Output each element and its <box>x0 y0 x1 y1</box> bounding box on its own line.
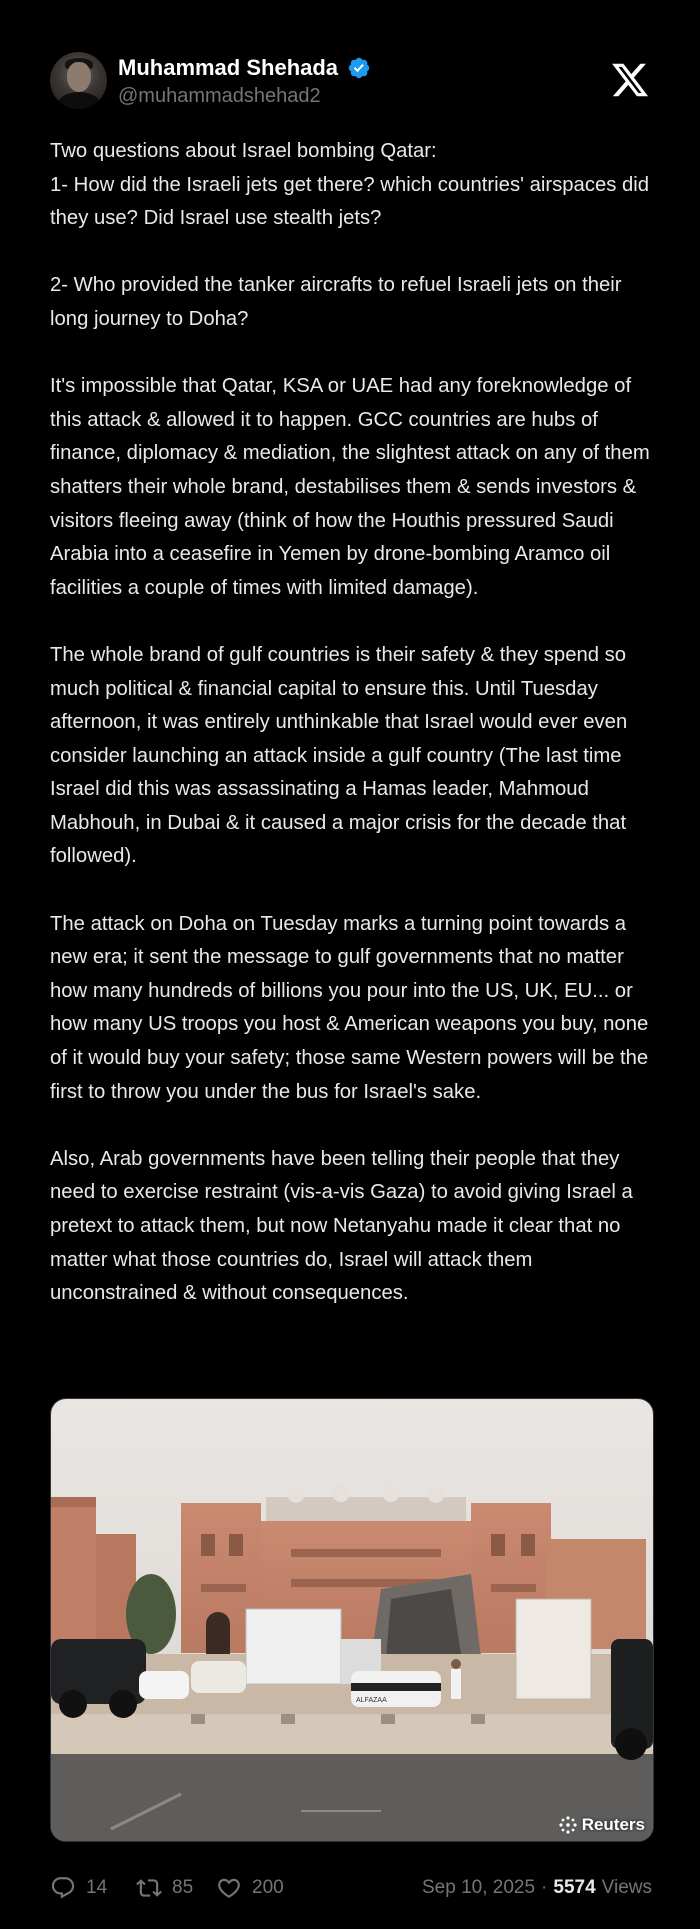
vehicle-sign-text: ALFAZAA <box>356 1697 387 1704</box>
tweet-date[interactable]: Sep 10, 2025 <box>422 1877 536 1898</box>
verified-badge-icon <box>347 56 371 80</box>
tweet-text <box>50 135 660 1311</box>
views-count: 5574 <box>553 1877 596 1898</box>
watermark-label: Reuters <box>581 1815 645 1834</box>
reuters-logo-icon <box>558 1815 578 1835</box>
reply-count: 14 <box>86 1877 108 1898</box>
tweet-footer <box>50 1872 652 1904</box>
reply-icon <box>50 1875 76 1901</box>
meta-separator: · <box>541 1877 548 1898</box>
reply-button[interactable] <box>50 1872 107 1904</box>
author-handle[interactable]: @muhammadshehad2 <box>118 85 321 107</box>
repost-button[interactable] <box>136 1872 193 1904</box>
tweet-paragraph: Also, Arab governments have been telling their people that they need to exercise restraint (vis-a-vis Gaza) to avoid giving Israel a pretext to attack them, but now Netanyahu made it clear that no matter what those countries do, Israel will attack them unconstrained & without consequences. <box>50 1147 633 1305</box>
views-label: Views <box>601 1877 652 1898</box>
like-button[interactable] <box>216 1872 284 1904</box>
heart-icon <box>216 1875 242 1901</box>
tweet-paragraph: Two questions about Israel bombing Qatar: 1- How did the Israeli jets get there? which countries' airspaces did they use? Did Israel use stealth jets? <box>50 140 650 230</box>
repost-count: 85 <box>172 1877 194 1898</box>
photo-scene <box>51 1399 653 1841</box>
x-logo-icon[interactable] <box>610 60 650 100</box>
tweet-header <box>50 52 650 112</box>
tweet-paragraph: The attack on Doha on Tuesday marks a turning point towards a new era; it sent the message to gulf governments that no matter how many hundreds of billions you pour into the US, UK, EU... or how many US troops you host & American weapons you buy, none of it would buy your safety; those same Western powers will be the first to throw you under the bus for Israel's sake. <box>50 912 649 1103</box>
avatar[interactable] <box>50 52 107 109</box>
tweet-paragraph: 2- Who provided the tanker aircrafts to refuel Israeli jets on their long journey to Doha? <box>50 274 622 330</box>
tweet-paragraph: The whole brand of gulf countries is their safety & they spend so much political & financial capital to ensure this. Until Tuesday afternoon, it was entirely unthinkable that Israel would ever even consider launching an attack inside a gulf country (The last time Israel did this was assassinating a Hamas leader, Mahmoud Mabhouh, in Dubai & it caused a major crisis for the decade that followed). <box>50 643 628 868</box>
like-count: 200 <box>252 1877 284 1898</box>
tweet-meta <box>422 1872 652 1904</box>
tweet-photo[interactable] <box>50 1398 654 1842</box>
repost-icon <box>136 1875 162 1901</box>
author-block[interactable] <box>118 54 371 110</box>
photo-watermark <box>558 1815 645 1835</box>
author-display-name[interactable]: Muhammad Shehada <box>118 55 339 80</box>
tweet-paragraph: It's impossible that Qatar, KSA or UAE had any foreknowledge of this attack & allowed it to happen. GCC countries are hubs of finance, diplomacy & mediation, the slightest attack on any of them shatters their whole brand, destabilises them & sends investors & visitors fleeing away (think of how the Houthis pressured Saudi Arabia into a ceasefire in Yemen by drone-bombing Aramco oil facilities a couple of times with limited damage). <box>50 375 650 599</box>
